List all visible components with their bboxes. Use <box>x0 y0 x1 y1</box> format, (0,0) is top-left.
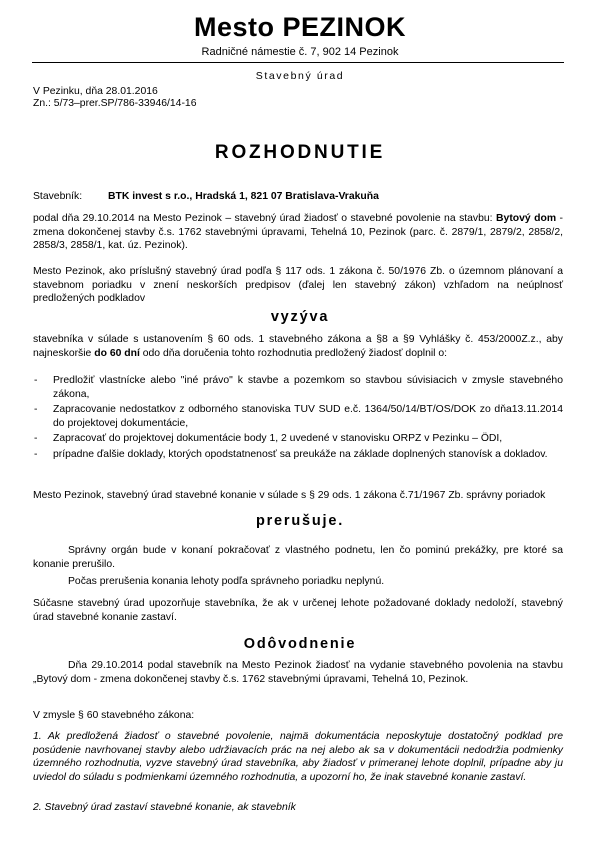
odovodnenie-paragraph: Dňa 29.10.2014 podal stavebník na Mesto Pezinok žiadosť na vydanie stavebného povolenia na stavbu „Bytový dom - zmena dokončenej stavby č.s. 1762 stavebnými úpravami, Tehelná 10, Pezinok. <box>33 660 563 685</box>
section-heading-prerusuje: prerušuje. <box>255 513 345 529</box>
authority-paragraph: Mesto Pezinok, ako príslušný stavebný úrad podľa § 117 ods. 1 zákona č. 50/1976 Zb. o územnom plánovaní a stavebnom poriadku v znení neskorších predpisov (ďalej len stavebný zákon) vzhľadom na neúplnosť predložených podkladov <box>33 266 563 304</box>
intro-paragraph <box>33 212 563 253</box>
header-divider <box>32 62 564 63</box>
list-item: - Zapracovanie nedostatkov z odborného stanoviska TUV SUD e.č. 1364/50/14/BT/OS/DOK zo dňa13.11.2014 do projektovej dokumentácie, <box>33 403 563 430</box>
section-heading-odovodnenie: Odôvodnenie <box>243 636 357 652</box>
vyzyva-text-pre: stavebníka v súlade s ustanovením § 60 ods. 1 stavebného zákona a §8 a §9 Vyhlášky č. 453/2000Z.z., aby najneskoršie <box>33 334 563 359</box>
document-title: ROZHODNUTIE <box>214 142 386 163</box>
reference-number: Zn.: 5/73–prer.SP/786-33946/14-16 <box>33 98 197 109</box>
place-date: V Pezinku, dňa 28.01.2016 <box>33 86 158 97</box>
quoted-provision-1: 1. Ak predložená žiadosť o stavebné povolenie, najmä dokumentácia neposkytuje dostatočný podklad pre posúdenie navrhovanej stavby alebo udržiavacích prác na nej alebo ak sa v dokumentácii nedodržia podmienky územného rozhodnutia, vyzve stavebný úrad stavebníka, aby žiadosť v primeranej lehote doplnil, prípadne aby ju uviedol do súladu s podmienkami územného rozhodnutia, a upozorní ho, že inak stavebné konanie zastaví. <box>33 731 563 783</box>
deadline: do 60 dní <box>94 347 140 359</box>
city-title <box>0 12 600 43</box>
office-address: Radničné námestie č. 7, 902 14 Pezinok <box>201 46 399 58</box>
legal-reference: V zmysle § 60 stavebného zákona: <box>33 710 195 721</box>
city-title-prefix: Mesto <box>193 12 283 42</box>
requirements-list <box>33 374 563 461</box>
city-title-name: PEZINOK <box>282 12 407 42</box>
quoted-provision-2: 2. Stavebný úrad zastaví stavebné konanie, ak stavebník <box>33 802 296 813</box>
list-item: - Zapracovať do projektovej dokumentácie body 1, 2 uvedené v stanovisku ORPZ v Pezinku – ÖDI, <box>33 432 563 446</box>
applicant-value: BTK invest s r.o., Hradská 1, 821 07 Bratislava-Vrakuňa <box>108 191 379 202</box>
building-details: - zmena dokončenej stavby č.s. 1762 stavebnými úpravami, Tehelná 10, Pezinok (parc. č. 2879/1, 2879/2, 2858/2, 2858/3, 2858/1, kat. úz. Pezinok). <box>33 213 564 251</box>
list-item: - prípadne ďalšie doklady, ktorých opodstatnenosť sa preukáže na základe doplnených stanovísk a dokladov. <box>33 448 563 462</box>
section-heading-vyzyva: vyzýva <box>270 309 330 325</box>
vyzyva-text-post: odo dňa doručenia tohto rozhodnutia predložený žiadosť doplnil o: <box>139 347 448 359</box>
prerusuje-paragraph-2: Počas prerušenia konania lehoty podľa správneho poriadku neplynú. <box>68 576 385 587</box>
building-name: Bytový dom <box>496 213 557 224</box>
intro-line: podal dňa 29.10.2014 na Mesto Pezinok – stavebný úrad žiadosť o stavebné povolenie na stavbu: <box>33 213 493 224</box>
applicant-label: Stavebník: <box>33 191 83 202</box>
list-item: - Predložiť vlastnícke alebo "iné právo" k stavbe a pozemkom so stavbou súvisiacich v zmysle stavebného zákona, <box>33 374 563 401</box>
vyzyva-paragraph <box>33 333 563 360</box>
konanie-paragraph: Mesto Pezinok, stavebný úrad stavebné konanie v súlade s § 29 ods. 1 zákona č.71/1967 Zb. správny poriadok <box>33 490 546 501</box>
office-name: Stavebný úrad <box>255 70 345 82</box>
prerusuje-paragraph-1: Správny orgán bude v konaní pokračovať z vlastného podnetu, len čo pominú prekážky, pre ktoré sa konanie prerušilo. <box>33 545 563 570</box>
prerusuje-paragraph-3: Súčasne stavebný úrad upozorňuje stavebníka, že ak v určenej lehote požadované doklady nedoloží, stavebný úrad stavebné konanie zastaví. <box>33 598 563 623</box>
